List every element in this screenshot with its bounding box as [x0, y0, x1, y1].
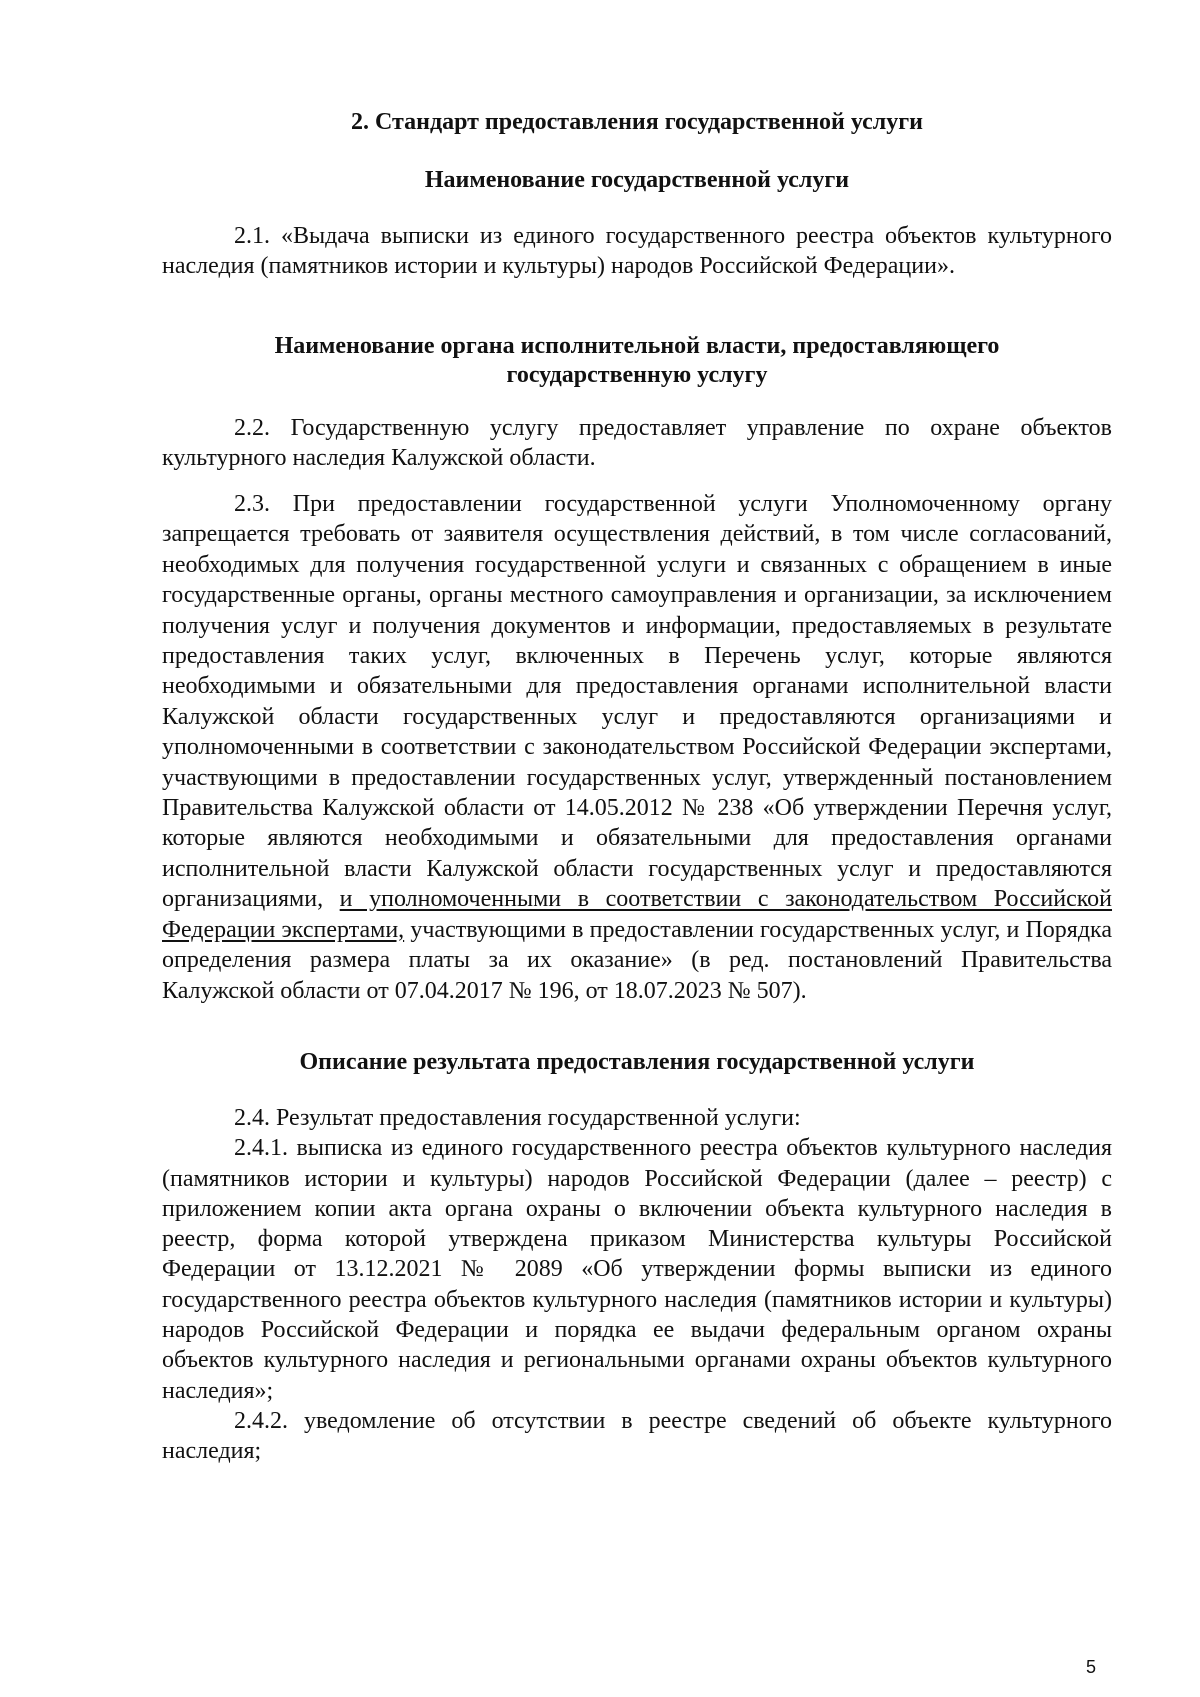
paragraph-2-3-part1: 2.3. При предоставлении государственной услуги Уполномоченному органу запрещается требовать от заявителя осуществления действий, в том числе согласований, необходимых для получения государственной услуги и связанных с обращением в иные государственные органы, органы местного самоуправления и организации, за исключением получения услуг и получения документов и информации, предоставляемых в результате предоставления таких услуг, включенных в Перечень услуг, которые являются необходимыми и обязательными для предоставления органами исполнительной власти Калужской области государственных услуг и предоставляются организациями и уполномоченными в соответствии с законодательством Российской Федерации экспертами, участвующими в предоставлении государственных услуг, утвержденный постановлением Правительства Калужской области от 14.05.2012 № 238 «Об утверждении Перечня услуг, которые являются необходимыми и обязательными для предоставления органами исполнительной власти Калужской области государственных услуг и предоставляются организациями,	[162, 491, 1112, 913]
paragraph-2-4-text: 2.4. Результат предоставления государственной услуги:	[234, 1105, 801, 1131]
paragraph-2-2	[162, 413, 1112, 474]
heading-authority: Наименование органа исполнительной власти, предоставляющего государственную услугу	[274, 333, 1000, 388]
paragraph-2-1-text: 2.1. «Выдача выписки из единого государственного реестра объектов культурного наследия (памятников истории и культуры) народов Российской Федерации».	[162, 223, 1112, 280]
paragraph-2-2-text: 2.2. Государственную услугу предоставляет управление по охране объектов культурного наследия Калужской области.	[162, 415, 1112, 472]
heading-result: Описание результата предоставления государственной услуги	[299, 1049, 975, 1075]
page-number: 5	[1086, 1657, 1097, 1677]
paragraph-2-4	[162, 1103, 1112, 1467]
paragraph-2-3-underlined: и уполномоченными в соответствии с законодательством Российской Федерации экспертами,	[162, 886, 1113, 943]
paragraph-2-3-text	[162, 489, 1112, 1006]
paragraph-2-4-1-text: 2.4.1. выписка из единого государственного реестра объектов культурного наследия (памятников истории и культуры) народов Российской Федерации (далее – реестр) с приложением копии акта органа охраны о включении объекта культурного наследия в реестр, форма которой утверждена приказом Министерства культуры Российской Федерации от 13.12.2021 № 2089 «Об утверждении формы выписки из единого государственного реестра объектов культурного наследия (памятников истории и культуры) народов Российской Федерации и порядка ее выдачи федеральным органом охраны объектов культурного наследия и региональными органами охраны объектов культурного наследия»;	[162, 1135, 1112, 1404]
heading-service-name: Наименование государственной услуги	[424, 167, 850, 193]
paragraph-2-3	[162, 489, 1112, 1006]
paragraph-2-3-part2: участвующими в предоставлении государственных услуг, и Порядка определения размера платы за их оказание» (в ред. постановлений Правительства Калужской области от 07.04.2017 № 196, от 18.07.2023 № 507).	[162, 916, 1113, 1004]
paragraph-2-4-2-text: 2.4.2. уведомление об отсутствии в реестре сведений об объекте культурного наследия;	[162, 1407, 1112, 1465]
paragraph-2-1	[162, 221, 1112, 282]
section-title: 2. Стандарт предоставления государственной услуги	[351, 109, 923, 135]
